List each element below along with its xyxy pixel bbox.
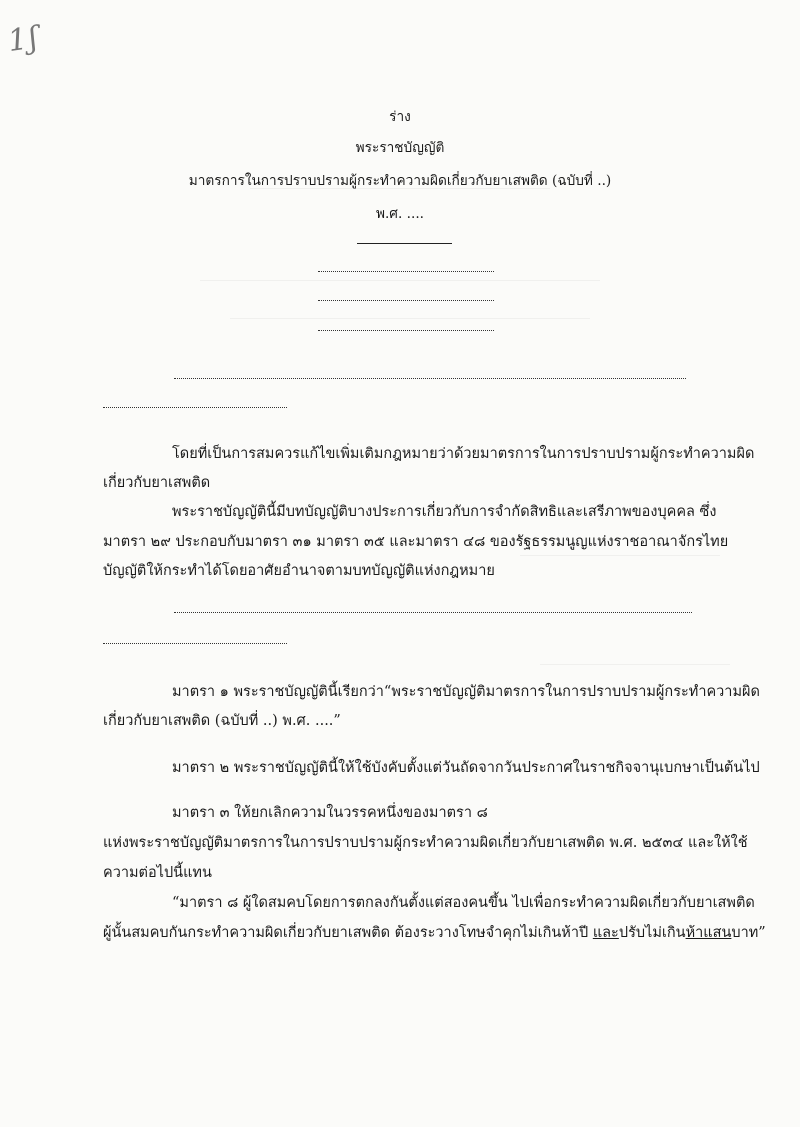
section-1: มาตรา ๑ พระราชบัญญัตินี้เรียกว่า“พระราชบัญญัติมาตรการในการปราบปรามผู้กระทำความผิด <box>172 684 760 700</box>
blank-line <box>318 330 494 331</box>
show-through <box>230 318 590 319</box>
show-through <box>200 280 600 281</box>
rights-text: มาตรา ๒๙ ประกอบกับมาตรา ๓๑ มาตรา ๓๕ และมาตรา ๔๘ ของรัฐธรรมนูญแห่งราชอาณาจักรไทย <box>103 534 729 550</box>
section-1: เกี่ยวกับยาเสพติด (ฉบับที่ ..) พ.ศ. ....” <box>103 713 341 729</box>
act-year: พ.ศ. .... <box>375 206 424 222</box>
handwritten-mark: 1ʃ <box>5 19 42 60</box>
section-3: แห่งพระราชบัญญัติมาตรการในการปราบปรามผู้กระทำความผิดเกี่ยวกับยาเสพติด พ.ศ. ๒๕๓๔ และให้ใช้ <box>103 835 748 851</box>
reason-text: เกี่ยวกับยาเสพติด <box>103 475 211 491</box>
rights-text: บัญญัติให้กระทำได้โดยอาศัยอำนาจตามบทบัญญัติแห่งกฎหมาย <box>103 563 495 579</box>
reason-text: โดยที่เป็นการสมควรแก้ไขเพิ่มเติมกฎหมายว่าด้วยมาตรการในการปราบปรามผู้กระทำความผิด <box>172 446 755 462</box>
blank-line <box>318 300 494 301</box>
blank-line <box>318 271 494 272</box>
section-8-quote: “มาตรา ๘ ผู้ใดสมคบโดยการตกลงกันตั้งแต่สองคนขึ้น ไปเพื่อกระทำความผิดเกี่ยวกับยาเสพติด <box>172 895 755 911</box>
draft-label: ร่าง <box>389 109 411 125</box>
underlined-word: ห้าแสน <box>685 925 732 941</box>
rights-text: พระราชบัญญัตินี้มีบทบัญญัติบางประการเกี่ยวกับการจำกัดสิทธิและเสรีภาพของบุคคล ซึ่ง <box>172 504 717 520</box>
act-title: พระราชบัญญัติ <box>355 140 445 156</box>
quote-text: บาท” <box>731 925 766 941</box>
show-through <box>540 664 730 665</box>
underlined-word: และ <box>592 925 619 941</box>
quote-text: ปรับไม่เกิน <box>618 925 686 941</box>
blank-line <box>174 612 692 613</box>
blank-line <box>103 643 287 644</box>
title-divider <box>357 243 452 244</box>
section-3: มาตรา ๓ ให้ยกเลิกความในวรรคหนึ่งของมาตรา ๘ <box>172 805 488 821</box>
section-8-quote <box>103 921 766 944</box>
blank-line <box>174 378 686 379</box>
section-3: ความต่อไปนี้แทน <box>103 865 212 881</box>
section-2: มาตรา ๒ พระราชบัญญัตินี้ให้ใช้บังคับตั้งแต่วันถัดจากวันประกาศในราชกิจจานุเบกษาเป็นต้นไป <box>172 760 760 776</box>
blank-line <box>103 407 287 408</box>
show-through <box>520 555 720 556</box>
quote-text: ผู้นั้นสมคบกันกระทำความผิดเกี่ยวกับยาเสพติด ต้องระวางโทษจำคุกไม่เกินห้าปี <box>103 925 593 941</box>
act-subject: มาตรการในการปราบปรามผู้กระทำความผิดเกี่ยวกับยาเสพติด (ฉบับที่ ..) <box>188 173 612 189</box>
